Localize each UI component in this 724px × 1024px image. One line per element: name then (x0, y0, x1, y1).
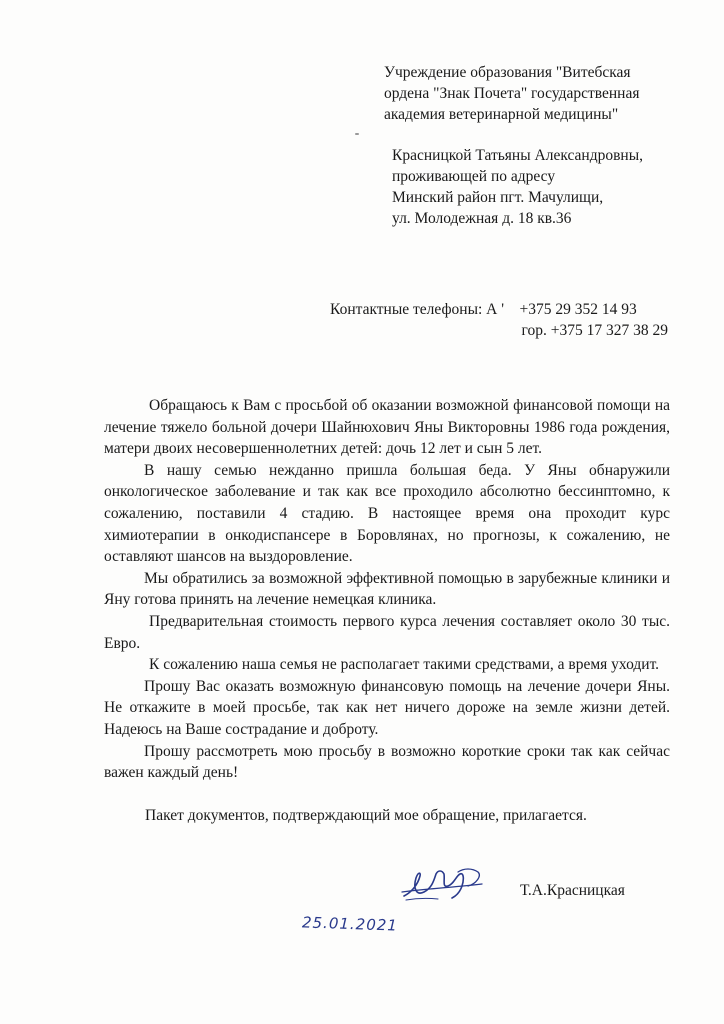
body-paragraph: Прошу Вас оказать возможную финансовую помощь на лечение дочери Яны. Не откажите в моей просьбе, так как нет ничего дороже на земле жизни детей. Надеюсь на Ваше сострадание и доброту. (104, 677, 670, 738)
contacts-city: гор. +375 17 327 38 29 (521, 322, 668, 339)
sender-block (392, 145, 702, 229)
sender-line: проживающей по адресу (392, 168, 556, 185)
signer-name: Т.А.Красницкая (520, 882, 625, 899)
sender-line: ул. Молодежная д. 18 кв.36 (392, 210, 572, 227)
body-paragraph: Мы обратились за возможной эффективной помощью в зарубежные клиники и Яну готова принять на лечение немецкая клиника. (104, 569, 670, 609)
recipient-line: Учреждение образования "Витебская (384, 64, 631, 81)
sender-line: Минский район пгт. Мачулищи, (392, 189, 604, 206)
body-paragraph: Предварительная стоимость первого курса лечения составляет около 30 тыс. Евро. (104, 612, 670, 652)
attachment-note: Пакет документов, подтверждающий мое обращение, прилагается. (145, 807, 587, 824)
body-paragraph: Прошу рассмотреть мою просьбу в возможно короткие сроки так как сейчас важен каждый день! (104, 742, 670, 782)
body-paragraph: Обращаюсь к Вам с просьбой об оказании возможной финансовой помощи на лечение тяжело больной дочери Шайнюхович Яны Викторовны 1986 года рождения, матери двоих несовершеннолетних детей: дочь 12 лет и сын 5 лет. (104, 397, 670, 458)
contacts-label: Контактные телефоны: А ' (330, 301, 505, 318)
body-paragraph: К сожалению наша семья не располагает такими средствами, а время уходит. (149, 656, 660, 674)
contacts-block (330, 299, 670, 341)
recipient-line: ордена "Знак Почета" государственная (384, 85, 640, 102)
scan-speck (355, 133, 359, 135)
contacts-row-mobile (330, 299, 670, 320)
signature-icon (398, 862, 490, 906)
body-paragraph: В нашу семью нежданно пришла большая беда. У Яны обнаружили онкологическое заболевание и так как все проходило абсолютно бессинптомно, к сожалению, поставили 4 стадию. В настоящее время она проходит курс химиотерапии в онкодиспансере в Боровлянах, но прогнозы, к сожалению, не оставляют шансов на выздоровление. (104, 461, 670, 566)
contacts-mobile: +375 29 352 14 93 (519, 301, 637, 318)
sender-line: Красницкой Татьяны Александровны, (392, 147, 643, 164)
recipient-block (384, 62, 704, 125)
letter-body (104, 395, 670, 784)
handwritten-date: 25.01.2021 (301, 913, 399, 935)
recipient-line: академия ветеринарной медицины" (384, 106, 619, 123)
